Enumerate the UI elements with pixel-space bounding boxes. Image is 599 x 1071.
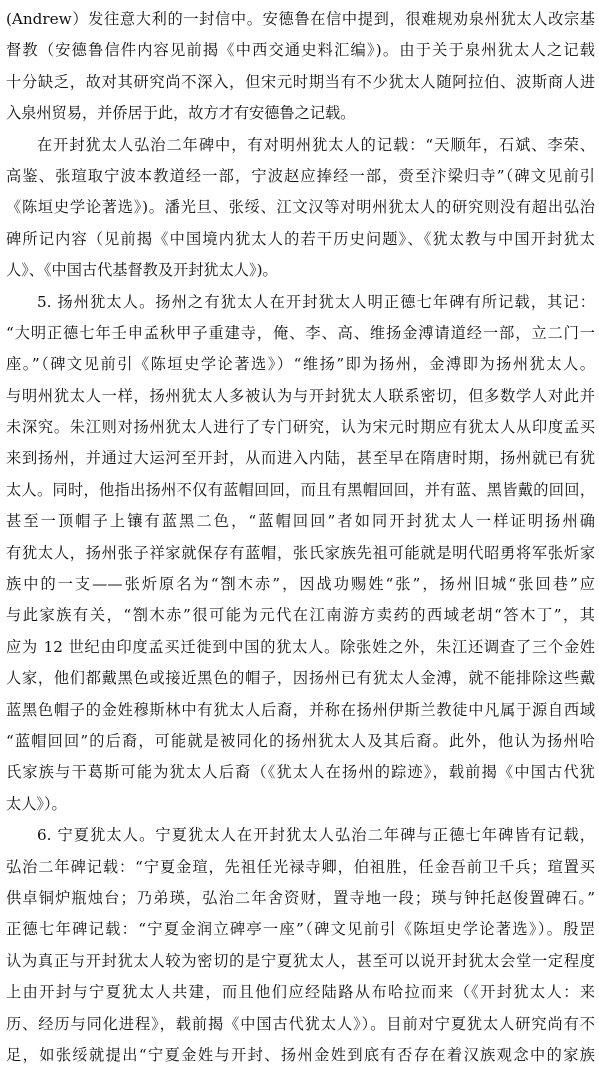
text-line: 与此家族有关，“劄木赤”很可能为元代在江南游方卖药的西域老胡“答木丁”，其 (6, 606, 595, 625)
text-line: 人》、《中国古代基督教及开封犹太人》)。 (6, 261, 278, 280)
text-line: 应为 12 世纪由印度孟买迁徙到中国的犹太人。除张姓之外，朱江还调查了三个金姓 (6, 637, 595, 656)
text-line: 《陈垣史学论著选》)。潘光旦、张绥、江文汉等对明州犹太人的研究则没有超出弘治 (6, 198, 595, 217)
text-line: 与明州犹太人一样，扬州犹太人多被认为与开封犹太人联系密切，但多数学人对此并 (6, 386, 595, 405)
body-text (6, 4, 595, 1071)
text-line: “蓝帽回回”的后裔，可能就是被同化的扬州犹太人及其后裔。此外，他认为扬州哈 (6, 731, 595, 750)
text-line: “大明正德七年壬申孟秋甲子重建寺，俺、李、高、维扬金溥请道经一部，立二门一 (6, 323, 595, 342)
text-line: 督教（安德鲁信件内容见前揭《中西交通史料汇编》)。由于关于泉州犹太人之记载 (6, 41, 595, 60)
text-line: 碑所记内容（见前揭《中国境内犹太人的若干历史问题》、《犹太教与中国开封犹太 (6, 229, 595, 248)
text-line: 正德七年碑记载：“宁夏金润立碑亭一座”（碑文见前引《陈垣史学论著选》）。殷罡 (6, 920, 595, 939)
text-line: 高鉴、张瑄取宁波本教道经一部，宁波赵应捧经一部，赍至汴梁归寺”（碑文见前引 (6, 166, 595, 185)
text-line: 太人》）。 (6, 794, 67, 813)
paragraph-first-line: 5. 扬州犹太人。扬州之有犹太人在开封犹太人明正德七年碑有所记载，其记： (37, 292, 595, 311)
text-line: 入泉州贸易，并侨居于此，故方才有安德鲁之记载。 (6, 104, 356, 123)
text-line: 供卓铜炉瓶烛台；乃弟瑛，弘治二年舍资财，置寺地一段；瑛与钟托赵俊置碑石。” (6, 888, 595, 907)
text-line: 氏家族与干葛斯可能为犹太人后裔（《犹太人在扬州的踪迹》，载前揭《中国古代犹 (6, 763, 595, 782)
paragraph-first-line: 6. 宁夏犹太人。宁夏犹太人在开封犹太人弘治二年碑与正德七年碑皆有记载， (37, 826, 595, 845)
text-line: 足，如张绥就提出“宁夏金姓与开封、扬州金姓到底有否存在着汉族观念中的家族 (6, 1045, 595, 1064)
text-line: (Andrew）发往意大利的一封信中。安德鲁在信中提到，很难规劝泉州犹太人改宗基 (6, 10, 595, 28)
text-line: 弘治二年碑记载：“宁夏金瑄，先祖任光禄寺卿，伯祖胜，任金吾前卫千兵；瑄置买 (6, 857, 595, 876)
paragraph-first-line: 在开封犹太人弘治二年碑中，有对明州犹太人的记载：“天顺年，石斌、李荣、 (37, 135, 595, 154)
text-line: 人家，他们都戴黑色或接近黑色的帽子，因扬州已有犹太人金溥，就不能排除这些戴 (6, 669, 595, 688)
text-line: 蓝黑色帽子的金姓穆斯林中有犹太人后裔，并称在扬州伊斯兰教徒中凡属于源自西域 (6, 700, 595, 719)
text-line: 上由开封与宁夏犹太人共建，而且他们应经陆路从布哈拉而来（《开封犹太人：来 (6, 983, 595, 1002)
text-line: 未深究。朱江则对扬州犹太人进行了专门研究，认为宋元时期应有犹太人从印度孟买 (6, 418, 595, 437)
text-line: 十分缺乏，故对其研究尚不深入，但宋元时期当有不少犹太人随阿拉伯、波斯商人进 (6, 72, 595, 91)
text-line: 认为真正与开封犹太人较为密切的是宁夏犹太人，甚至可以说开封犹太会堂一定程度 (6, 951, 595, 970)
text-line: 有犹太人，扬州张子祥家就保存有蓝帽，张氏家族先祖可能就是明代昭勇将军张炘家 (6, 543, 595, 562)
text-line: 族中的一支——张炘原名为“劄木赤”，因战功赐姓“张”，扬州旧城“张回巷”应 (6, 575, 595, 594)
text-line: 太人。同时，他指出扬州不仅有蓝帽回回，而且有黑帽回回，并有蓝、黑皆戴的回回， (6, 480, 595, 499)
text-line: 座。”（碑文见前引《陈垣史学论著选》）“维扬”即为扬州，金溥即为扬州犹太人。 (6, 355, 595, 374)
text-line: 来到扬州，并通过大运河至开封，从而进入内陆，甚至早在隋唐时期，扬州就已有犹 (6, 449, 595, 468)
text-line: 历、经历与同化进程》，载前揭《中国古代犹太人》）。目前对宁夏犹太人研究尚有不 (6, 1014, 595, 1033)
text-line: 甚至一顶帽子上镶有蓝黑二色，“蓝帽回回”者如同开封犹太人一样证明扬州确 (6, 512, 595, 531)
